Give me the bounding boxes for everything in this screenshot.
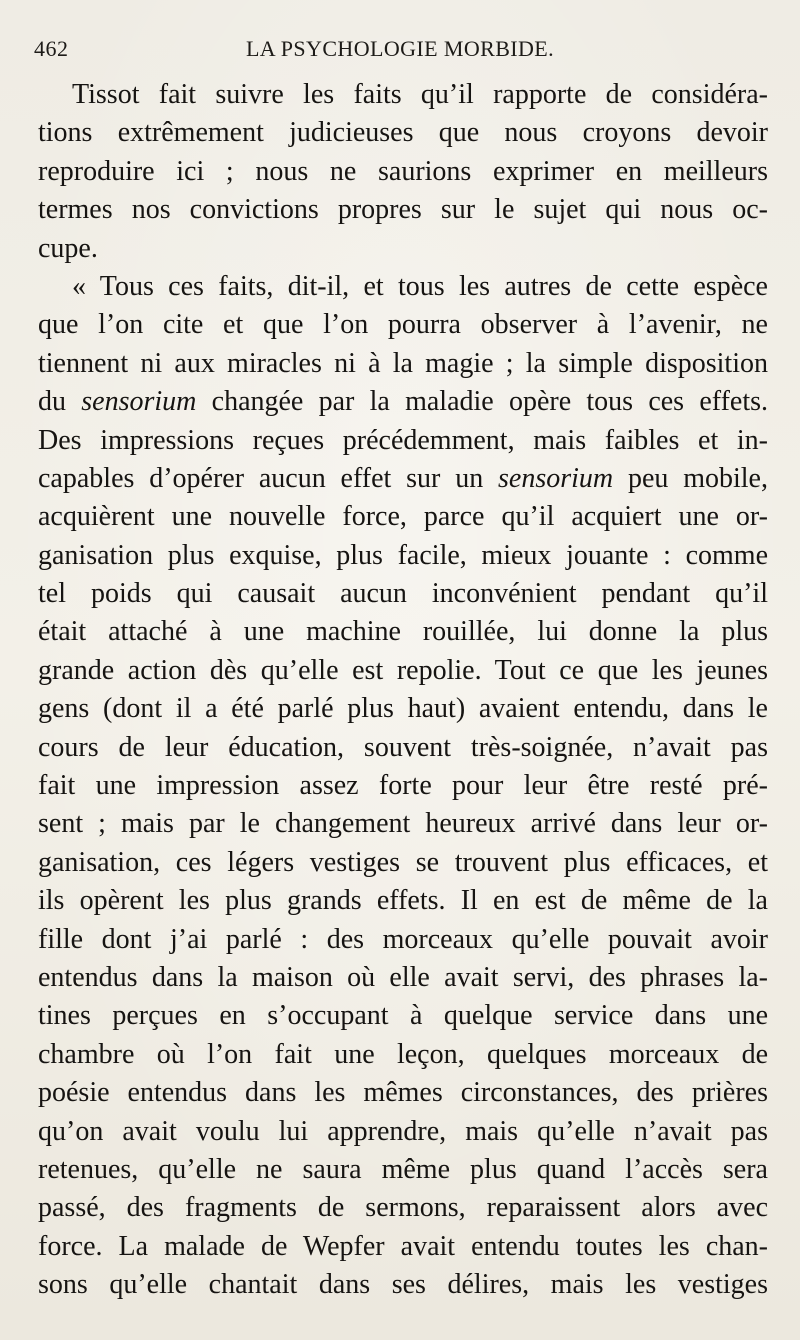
text-line: était attaché à une machine rouillée, lui donne la plus bbox=[38, 616, 768, 648]
text-line: grande action dès qu’elle est repolie. Tout ce que les jeunes bbox=[38, 654, 768, 686]
text-line: Des impressions reçues précédemment, mais faibles et in- bbox=[38, 424, 768, 456]
text-line: termes nos convictions propres sur le sujet qui nous oc- bbox=[38, 194, 768, 226]
text-line: « Tous ces faits, dit-il, et tous les autres de cette espèce bbox=[72, 270, 768, 302]
text-line: tel poids qui causait aucun inconvénient pendant qu’il bbox=[38, 578, 768, 610]
text-line: cours de leur éducation, souvent très-soignée, n’avait pas bbox=[38, 731, 768, 763]
text-line: ils opèrent les plus grands effets. Il en est de même de la bbox=[38, 885, 768, 917]
italic-term: sensorium bbox=[81, 386, 197, 418]
text-line: force. La malade de Wepfer avait entendu toutes les chan- bbox=[38, 1230, 768, 1262]
page-number: 462 bbox=[34, 36, 69, 61]
text-line: ganisation, ces légers vestiges se trouvent plus efficaces, et bbox=[38, 846, 768, 878]
body-text bbox=[38, 76, 768, 1305]
text-line: passé, des fragments de sermons, reparaissent alors avec bbox=[38, 1192, 768, 1224]
text-line: sent ; mais par le changement heureux arrivé dans leur or- bbox=[38, 808, 768, 840]
text-line: tines perçues en s’occupant à quelque service dans une bbox=[38, 1000, 768, 1032]
text-line: acquièrent une nouvelle force, parce qu’il acquiert une or- bbox=[38, 501, 768, 533]
text-line: tions extrêmement judicieuses que nous croyons devoir bbox=[38, 117, 768, 149]
text-line: cupe. bbox=[38, 232, 98, 264]
text-line: Tissot fait suivre les faits qu’il rapporte de considéra- bbox=[72, 79, 768, 110]
text-line: fait une impression assez forte pour leur être resté pré- bbox=[38, 770, 768, 802]
text-line: entendus dans la maison où elle avait servi, des phrases la- bbox=[38, 961, 768, 993]
text-line: ganisation plus exquise, plus facile, mieux jouante : comme bbox=[38, 539, 768, 571]
italic-term: sensorium bbox=[498, 462, 614, 494]
text-line: que l’on cite et que l’on pourra observer à l’avenir, ne bbox=[38, 309, 768, 341]
text-line: qu’on avait voulu lui apprendre, mais qu’elle n’avait pas bbox=[38, 1115, 768, 1147]
text-line: poésie entendus dans les mêmes circonstances, des prières bbox=[38, 1077, 768, 1109]
text-line: capables d’opérer aucun effet sur un sensorium peu mobile, bbox=[38, 462, 768, 494]
text-line: gens (dont il a été parlé plus haut) avaient entendu, dans le bbox=[38, 693, 768, 725]
text-line: tiennent ni aux miracles ni à la magie ; la simple disposition bbox=[38, 347, 768, 379]
text-line: retenues, qu’elle ne saura même plus quand l’accès sera bbox=[38, 1153, 768, 1185]
text-line: chambre où l’on fait une leçon, quelques morceaux de bbox=[38, 1038, 768, 1070]
text-line: du sensorium changée par la maladie opère tous ces effets. bbox=[38, 386, 769, 418]
text-line: reproduire ici ; nous ne saurions exprimer en meilleurs bbox=[38, 155, 768, 187]
text-line: sons qu’elle chantait dans ses délires, mais les vestiges bbox=[38, 1269, 768, 1301]
running-head: LA PSYCHOLOGIE MORBIDE. bbox=[245, 36, 555, 61]
page-header bbox=[30, 36, 770, 62]
text-line: fille dont j’ai parlé : des morceaux qu’elle pouvait avoir bbox=[38, 923, 768, 955]
